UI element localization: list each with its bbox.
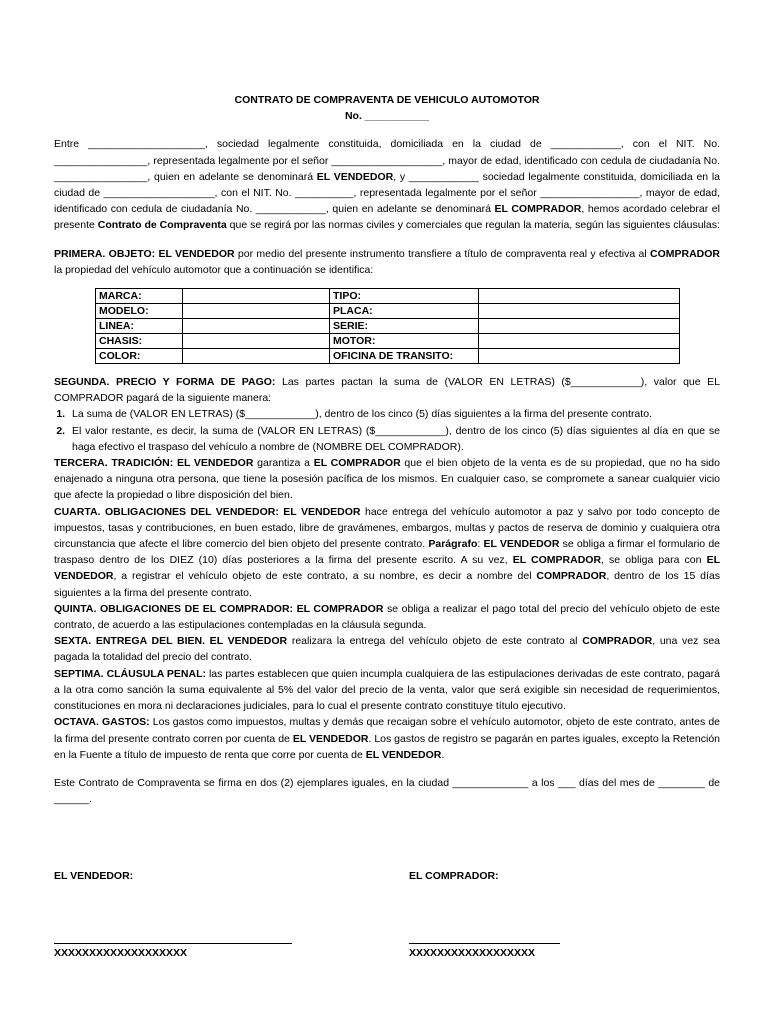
clause-octava: OCTAVA. GASTOS: Los gastos como impuestos, multas y demás que recaigan sobre el vehículo automotor, objeto de este contrato, antes de la firma del presente contrato corren por cuenta de EL VENDEDOR. Los gastos de registro se pagarán en partes iguales, excepto la Retención en la Fuente a título de impuesto de renta que corre por cuenta de EL VENDEDOR.: [54, 716, 720, 761]
clause-tercera: TERCERA. TRADICIÓN: EL VENDEDOR garantiza a EL COMPRADOR que el bien objeto de la venta es de su propiedad, que no ha sido enajenado a ninguna otra persona, que tiene la posesión pacífica de los mismos. En cualquier caso, se compromete a sanear cualquier vicio que afecte la propiedad o libre disposición del bien.: [54, 457, 720, 502]
contract-document: [54, 92, 720, 807]
clause-quinta: QUINTA. OBLIGACIONES DE EL COMPRADOR: EL COMPRADOR se obliga a realizar el pago total del precio del vehículo objeto de este contrato, de acuerdo a las estipulaciones contempladas en la cláusula segunda.: [54, 602, 720, 632]
table-row: MARCA: TIPO:: [96, 289, 680, 304]
payment-list: [54, 406, 720, 455]
comprador-label: EL COMPRADOR:: [409, 870, 499, 882]
vehicle-table: [95, 288, 680, 364]
clause-sexta: SEXTA. ENTREGA DEL BIEN. EL VENDEDOR realizara la entrega del vehículo objeto de este contrato al COMPRADOR, una vez sea pagada la totalidad del precio del contrato.: [54, 635, 720, 664]
table-row: COLOR: OFICINA DE TRANSITO:: [96, 349, 680, 364]
table-row: CHASIS: MOTOR:: [96, 334, 680, 349]
intro-paragraph: Entre ____________________, sociedad legalmente constituida, domiciliada en la ciudad de ____________, con el NIT. No. ________________, representada legalmente por el señor ___________________, mayor de edad, identificado con cedula de ciudadanía No. ________________, quien en adelante se denominará EL VENDEDOR, y ____________ sociedad legalmente constituida, domiciliada en la ciudad de ___________________, con el NIT. No. __________, representada legalmente por el señor _________________, mayor de edad, identificado con cedula de ciudadanía No. ____________, quien en adelante se denominará EL COMPRADOR, hemos acordado celebrar el presente Contrato de Compraventa que se regirá por las normas civiles y comerciales que regulan la materia, según las siguientes cláusulas:: [54, 138, 720, 232]
clause-segunda: SEGUNDA. PRECIO Y FORMA DE PAGO: Las partes pactan la suma de (VALOR EN LETRAS) ($____________), valor que EL COMPRADOR pagará de la siguiente manera:: [54, 376, 721, 405]
vendedor-label: EL VENDEDOR:: [54, 870, 134, 882]
list-item: 1. La suma de (VALOR EN LETRAS) ($____________), dentro de los cinco (5) días siguientes a la firma del presente contrato.: [68, 406, 720, 422]
clause-septima: SEPTIMA. CLÁUSULA PENAL: las partes establecen que quien incumpla cualquiera de las estipulaciones derivadas de este contrato, pagará a la otra como sanción la suma equivalente al 5% del valor del precio de la venta, valor que será exigible sin necesidad de requerimientos, constituciones en mora ni declaraciones judiciales, para lo cual el presente contrato constituye título ejecutivo.: [54, 667, 720, 713]
comprador-name: XXXXXXXXXXXXXXXXXX: [409, 947, 536, 959]
vendedor-name: XXXXXXXXXXXXXXXXXXX: [54, 947, 188, 959]
table-row: MODELO: PLACA:: [96, 304, 680, 319]
contract-number: No. ___________: [344, 110, 430, 123]
closing-paragraph: Este Contrato de Compraventa se firma en dos (2) ejemplares iguales, en la ciudad _____________ a los ___ días del mes de ________ de ______.: [54, 776, 720, 806]
clause-primera: PRIMERA. OBJETO: EL VENDEDOR por medio del presente instrumento transfiere a título de compraventa real y efectiva al COMPRADOR la propiedad del vehículo automotor que a continuación se identifica:: [54, 247, 720, 276]
table-row: LINEA: SERIE:: [96, 319, 680, 334]
list-item: 2. El valor restante, es decir, la suma de (VALOR EN LETRAS) ($____________), dentro de los cinco (5) días siguientes al día en que se haga efectivo el traspaso del vehículo a nombre de (NOMBRE DEL COMPRADOR).: [68, 423, 720, 455]
vendedor-signature-line: [54, 943, 292, 944]
clause-cuarta: CUARTA. OBLIGACIONES DEL VENDEDOR: EL VENDEDOR hace entrega del vehículo automotor a paz y salvo por todo concepto de impuestos, tasas y contribuciones, en buen estado, libre de gravámenes, embargos, multas y pactos de reserva de dominio y cualquiera otra circunstancia que afecte el libre comercio del bien objeto del presente contrato. Parágrafo: EL VENDEDOR se obliga a firmar el formulario de traspaso dentro de los DIEZ (10) días posteriores a la firma del presente escrito. A su vez, EL COMPRADOR, se obliga para con EL VENDEDOR, a registrar el vehículo objeto de este contrato, a su nombre, es decir a nombre del COMPRADOR, dentro de los 15 días siguientes a la firma del presente contrato.: [54, 505, 721, 599]
comprador-signature-line: [409, 943, 560, 944]
contract-title: CONTRATO DE COMPRAVENTA DE VEHICULO AUTOMOTOR: [234, 94, 540, 106]
